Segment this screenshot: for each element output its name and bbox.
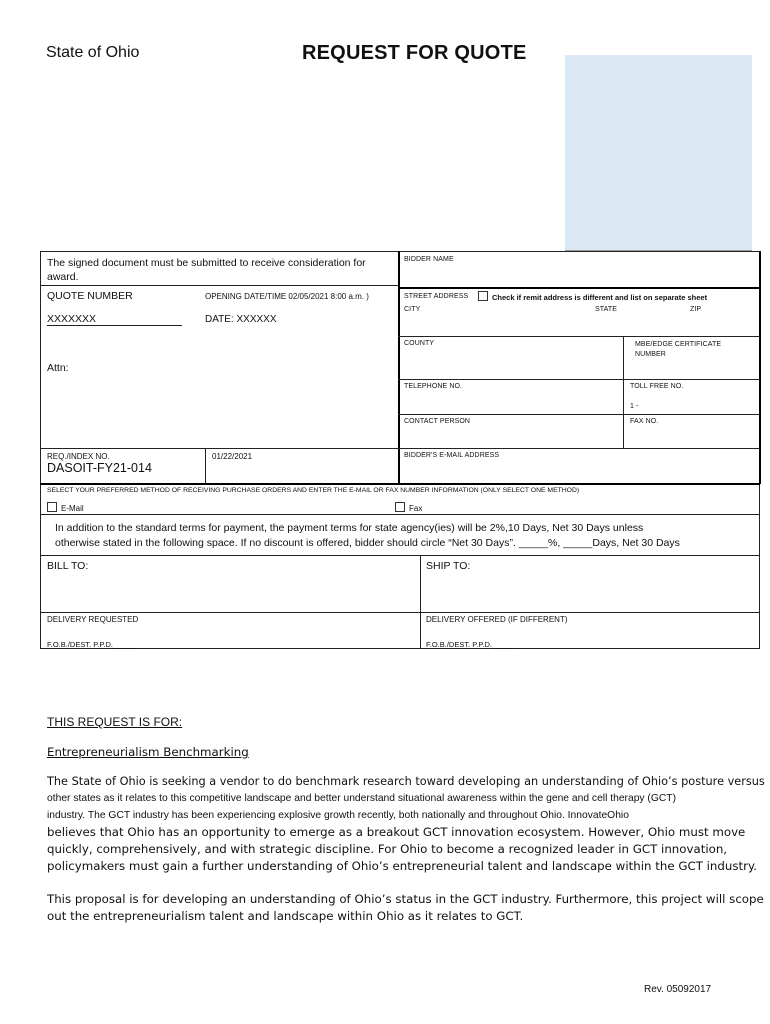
payment-terms-line1: In addition to the standard terms for payment, the payment terms for state agency(ies) will be 2%,10 Days, Net 30 Days unless bbox=[55, 522, 644, 534]
p1-line2: other states as it relates to this competitive landscape and better understand situational awareness within the gene and cell therapy (GCT) bbox=[47, 793, 677, 804]
state-label: State of Ohio bbox=[46, 44, 140, 61]
page-title: REQUEST FOR QUOTE bbox=[302, 42, 527, 64]
p1-line1: The State of Ohio is seeking a vendor to do benchmark research toward developing an understanding of Ohio’s posture versus bbox=[47, 775, 765, 788]
city-label: CITY bbox=[404, 306, 421, 313]
request-paragraph-2 bbox=[47, 891, 762, 925]
contact-person-label: CONTACT PERSON bbox=[404, 418, 471, 425]
checkbox-icon bbox=[478, 291, 488, 301]
req-index-label: REQ./INDEX NO. bbox=[47, 452, 110, 461]
fax-option-label: Fax bbox=[409, 504, 423, 513]
zip-label: ZIP bbox=[690, 306, 702, 313]
opening-date-label: OPENING DATE/TIME 02/05/2021 8:00 a.m. ) bbox=[205, 292, 369, 301]
p2-line2: out the entrepreneurialism talent and landscape within Ohio as it relates to GCT. bbox=[47, 909, 524, 923]
p1-line6: policymakers must gain a further understanding of Ohio’s entrepreneurial talent and landscape within the GCT industry. bbox=[47, 859, 758, 873]
toll-free-label: TOLL FREE NO. bbox=[630, 383, 684, 390]
req-index-value: DASOIT-FY21-014 bbox=[47, 461, 152, 475]
p1-line5: quickly, comprehensively, and with strategic discipline. For Ohio to become a recognized leader in GCT innovation, bbox=[47, 842, 728, 856]
telephone-label: TELEPHONE NO. bbox=[404, 383, 463, 390]
bill-to-label: BILL TO: bbox=[47, 560, 89, 572]
quote-number-value: XXXXXXX bbox=[47, 313, 182, 326]
submission-notice: The signed document must be submitted to receive consideration for award. bbox=[47, 257, 366, 283]
delivery-offered-label: DELIVERY OFFERED (IF DIFFERENT) bbox=[426, 615, 568, 624]
email-checkbox-icon bbox=[47, 502, 57, 512]
quote-number-label: QUOTE NUMBER bbox=[47, 290, 133, 302]
fax-option[interactable] bbox=[395, 502, 422, 513]
method-instructions: SELECT YOUR PREFERRED METHOD OF RECEIVING PURCHASE ORDERS AND ENTER THE E-MAIL OR FAX NUMBER INFORMATION (ONLY SELECT ONE METHOD) bbox=[47, 487, 580, 494]
fob-left: F.O.B./DEST. P.P.D.______ bbox=[47, 640, 139, 649]
county-label: COUNTY bbox=[404, 340, 435, 347]
request-heading: THIS REQUEST IS FOR: bbox=[47, 715, 183, 729]
ship-to-label: SHIP TO: bbox=[426, 560, 471, 572]
bidder-email-label: BIDDER'S E-MAIL ADDRESS bbox=[404, 452, 500, 459]
remit-check-label: Check if remit address is different and list on separate sheet bbox=[492, 293, 708, 302]
revision-number: Rev. 05092017 bbox=[644, 984, 712, 995]
email-option[interactable] bbox=[47, 502, 84, 513]
fob-right: F.O.B./DEST. P.P.D.______ bbox=[426, 640, 518, 649]
p1-line4: believes that Ohio has an opportunity to emerge as a breakout GCT innovation ecosystem. However, Ohio must move bbox=[47, 825, 746, 839]
email-option-label: E-Mail bbox=[61, 504, 84, 513]
payment-terms-line2: otherwise stated in the following space. If no discount is offered, bidder should circle “Net 30 Days”. _____%, _____Days, Net 30 Days bbox=[55, 537, 680, 549]
p1-line3: industry. The GCT industry has been experiencing explosive growth recently, both nationally and throughout Ohio. InnovateOhio bbox=[47, 810, 629, 821]
request-subheading: Entrepreneurialism Benchmarking bbox=[47, 745, 249, 759]
state-field-label: STATE bbox=[595, 306, 618, 313]
p2-line1: This proposal is for developing an understanding of Ohio’s status in the GCT industry. Furthermore, this project will scope bbox=[47, 892, 764, 906]
bidder-name-label: BIDDER NAME bbox=[404, 256, 454, 263]
delivery-requested-label: DELIVERY REQUESTED bbox=[47, 615, 139, 624]
request-paragraph-1 bbox=[47, 773, 765, 875]
date-label: DATE: XXXXXX bbox=[205, 314, 277, 325]
attn-label: Attn: bbox=[47, 362, 69, 374]
street-address-label: STREET ADDRESS bbox=[404, 293, 469, 300]
remit-address-checkbox[interactable] bbox=[478, 291, 707, 302]
fax-no-label: FAX NO. bbox=[630, 418, 659, 425]
req-date: 01/22/2021 bbox=[212, 452, 253, 461]
fax-checkbox-icon bbox=[395, 502, 405, 512]
toll-free-value: 1 - bbox=[630, 403, 639, 410]
mbe-label: MBE/EDGE CERTIFICATE NUMBER bbox=[635, 341, 722, 358]
